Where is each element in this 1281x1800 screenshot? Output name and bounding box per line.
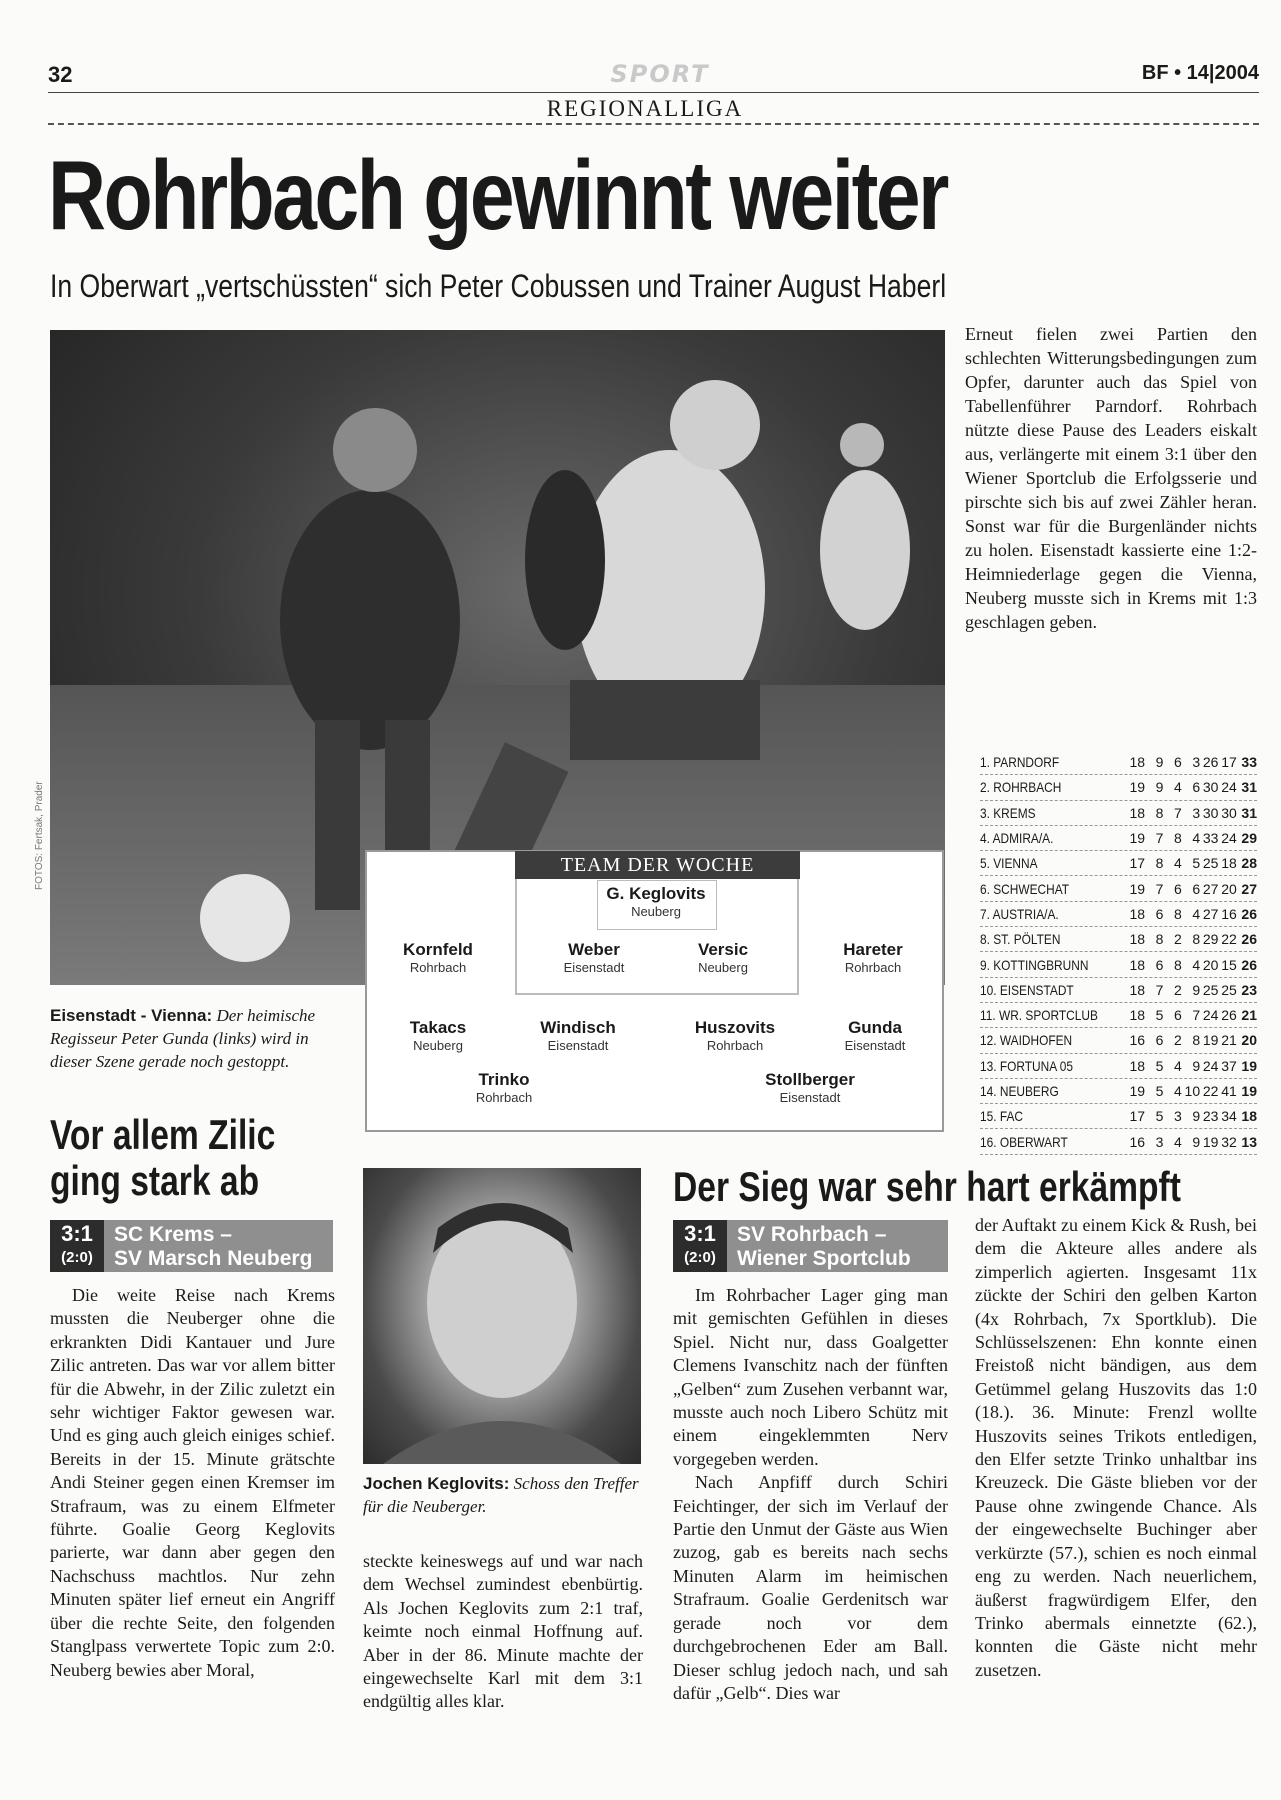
stat: 5 xyxy=(1155,1083,1164,1099)
portrait-photo xyxy=(363,1168,641,1464)
stat: 27 xyxy=(1202,880,1219,897)
photo-credit: FOTOS: Fertsak, Prader xyxy=(34,781,45,890)
portrait-silhouette xyxy=(363,1168,641,1464)
stat: 4 xyxy=(1173,1133,1182,1150)
standings-row xyxy=(980,927,1257,952)
points: 21 xyxy=(1241,1007,1257,1024)
stat: 17 xyxy=(1129,855,1146,872)
final-score: 3:1 xyxy=(61,1221,93,1246)
stat: 7 xyxy=(1155,880,1164,897)
stat: 19 xyxy=(1129,1083,1146,1099)
standings-row xyxy=(980,902,1257,927)
stat: 32 xyxy=(1221,1133,1237,1150)
stat: 4 xyxy=(1173,779,1182,796)
stat: 15 xyxy=(1221,956,1237,973)
team-name: 16. OBERWART xyxy=(980,1133,1068,1150)
stat: 8 xyxy=(1173,905,1182,922)
stat: 8 xyxy=(1192,931,1201,948)
headline: Rohrbach gewinnt weiter xyxy=(48,140,947,250)
points: 19 xyxy=(1241,1057,1257,1074)
stat: 22 xyxy=(1221,931,1237,948)
stat: 24 xyxy=(1221,830,1237,847)
stat: 6 xyxy=(1155,905,1164,922)
player-club: Eisenstadt xyxy=(844,1038,906,1053)
points: 19 xyxy=(1241,1083,1257,1099)
player-name: Weber xyxy=(568,940,620,959)
stat: 3 xyxy=(1192,754,1201,771)
stat: 9 xyxy=(1155,754,1164,771)
dashed-rule xyxy=(48,123,1259,125)
stat: 19 xyxy=(1129,880,1146,897)
stat: 18 xyxy=(1221,855,1237,872)
article-right-title: Der Sieg war sehr hart erkämpft xyxy=(673,1163,1181,1210)
team-name: 3. KREMS xyxy=(980,804,1036,821)
stat: 25 xyxy=(1202,855,1219,872)
standings-row xyxy=(980,1079,1257,1104)
away-team: SV Marsch Neuberg xyxy=(114,1247,313,1270)
publication-issue: BF • 14|2004 xyxy=(1141,62,1259,84)
article-right-paragraph: Im Rohrbacher Lager ging man mit gemischten Gefühlen in dieses Spiel. Nicht nur, dass Goalgetter Clemens Ivanschitz nach der fünften „Gelben“ zum Zusehen verbannt war, musste auch noch Libero Schütz mit einem eingeklemmten Nerv vorgegeben werden. xyxy=(673,1285,948,1469)
stat: 18 xyxy=(1129,1007,1146,1024)
rubric: REGIONALLIGA xyxy=(520,96,770,122)
caption-lead: Eisenstadt - Vienna: xyxy=(50,1006,213,1025)
stat: 7 xyxy=(1155,830,1164,847)
stat: 6 xyxy=(1155,1032,1164,1049)
standings-row xyxy=(980,775,1257,800)
stat: 19 xyxy=(1129,830,1146,847)
standings-row xyxy=(980,851,1257,876)
teams-cell xyxy=(104,1220,333,1272)
stat: 6 xyxy=(1155,956,1164,973)
header-rule xyxy=(48,92,1259,93)
team-name: 1. PARNDORF xyxy=(980,754,1060,771)
points: 27 xyxy=(1241,880,1257,897)
teams-cell xyxy=(727,1220,948,1272)
stat: 30 xyxy=(1202,779,1219,796)
points: 28 xyxy=(1241,855,1257,872)
points: 23 xyxy=(1241,981,1257,998)
stat: 16 xyxy=(1221,905,1237,922)
stat: 18 xyxy=(1129,754,1146,771)
team-name: 13. FORTUNA 05 xyxy=(980,1057,1074,1074)
standings-table xyxy=(980,750,1257,1155)
team-name: 4. ADMIRA/A. xyxy=(980,830,1054,847)
article-left-paragraph: steckte keineswegs auf und war nach dem Wechsel zumindest ebenbürtig. Als Jochen Keglovits zum 2:1 traf, keimte noch einmal Hoffnung auf. Aber in der 86. Minute machte der eingewechselte Karl mit dem 3:1 endgültig alles klar. xyxy=(363,1551,643,1712)
stat: 9 xyxy=(1192,1057,1201,1074)
team-name: 10. EISENSTADT xyxy=(980,981,1074,998)
stat: 4 xyxy=(1173,1083,1182,1099)
home-team: SC Krems – xyxy=(114,1223,232,1246)
stat: 30 xyxy=(1221,804,1237,821)
score-box-left xyxy=(50,1220,333,1272)
article-left-paragraph: Die weite Reise nach Krems mussten die Neuberger ohne die erkrankten Didi Kantauer und Jure Zilic antreten. Das war vor allem bitter für die Abwehr, in der Zilic zuletzt ein sehr wichtiger Faktor gewesen war. Und es ging auch gleich einiges schief. Bereits in der 15. Minute grätschte Andi Steiner gegen einen Kremser im Strafraum, was zu einem Elfmeter führte. Goalie Georg Keglovits parierte, war dann aber gegen den Nachschuss machtlos. Nur zehn Minuten später lief erneut ein Angriff über die rechte Seite, den folgenden Stanglpass verwertete Topic zum 2:0. Neuberg bewies aber Moral, xyxy=(50,1285,335,1680)
stat: 20 xyxy=(1202,956,1219,973)
stat: 9 xyxy=(1192,1108,1201,1125)
stat: 19 xyxy=(1129,779,1146,796)
stat: 5 xyxy=(1155,1108,1164,1125)
stat: 7 xyxy=(1173,804,1182,821)
score-box-right xyxy=(673,1220,948,1272)
portrait-caption-lead: Jochen Keglovits: xyxy=(363,1474,510,1493)
home-team: SV Rohrbach – xyxy=(737,1223,887,1246)
stat: 4 xyxy=(1192,956,1201,973)
standings-row xyxy=(980,1104,1257,1129)
halftime-score: (2:0) xyxy=(684,1249,716,1266)
team-of-week-title: TEAM DER WOCHE xyxy=(515,851,800,879)
stat: 23 xyxy=(1202,1108,1219,1125)
stat: 5 xyxy=(1155,1007,1164,1024)
standings-row xyxy=(980,750,1257,775)
stat: 19 xyxy=(1202,1032,1219,1049)
stat: 34 xyxy=(1221,1108,1237,1125)
section-label: SPORT xyxy=(610,60,710,88)
team-player xyxy=(368,940,508,975)
stat: 26 xyxy=(1221,1007,1237,1024)
article-right-paragraph: der Auftakt zu einem Kick & Rush, bei dem die Akteure alles andere als zimperlich agierten. Insgesamt 11x zückte der Schiri den gelben Karton (4x Rohrbach, 7x Sportklub). Die Schlüsselszenen: Ehn konnte einen Freistoß nicht bändigen, aus dem Getümmel gelang Huszovits das 1:0 (18.). 36. Minute: Frenzl wollte Huszovits seines Trikots entledigen, den Elfer setzte Trinko unhaltbar ins Kreuzeck. Die Gäste blieben vor der Pause ohne zwingende Chance. Als der eingewechselte Buchinger aber verkürzte (57.), schien es noch einmal eng zu werden. Nach neuerlichem, äußerst fragwürdigem Elfer, den Trinko abermals einnetzte (62.), konnten die Gäste nicht mehr zusetzen. xyxy=(975,1215,1257,1680)
team-player xyxy=(805,1018,945,1053)
stat: 18 xyxy=(1129,905,1146,922)
team-player xyxy=(368,1018,508,1053)
stat: 9 xyxy=(1155,779,1164,796)
stat: 16 xyxy=(1129,1133,1146,1150)
standings-row xyxy=(980,1028,1257,1053)
standings-row xyxy=(980,1003,1257,1028)
stat: 5 xyxy=(1192,855,1201,872)
stat: 7 xyxy=(1155,981,1164,998)
score-cell xyxy=(50,1220,104,1272)
points: 29 xyxy=(1241,830,1257,847)
article-left-col1 xyxy=(50,1284,335,1682)
standings-row xyxy=(980,952,1257,977)
team-name: 9. KOTTINGBRUNN xyxy=(980,956,1089,973)
stat: 6 xyxy=(1192,779,1201,796)
stat: 25 xyxy=(1221,981,1237,998)
stat: 26 xyxy=(1202,754,1219,771)
stat: 2 xyxy=(1173,1032,1182,1049)
stat: 18 xyxy=(1129,1057,1146,1074)
stat: 6 xyxy=(1173,880,1182,897)
page-number: 32 xyxy=(48,62,73,87)
stat: 10 xyxy=(1184,1083,1201,1099)
team-player xyxy=(508,1018,648,1053)
article-left-title xyxy=(50,1112,350,1204)
player-club: Rohrbach xyxy=(706,1038,764,1053)
stat: 9 xyxy=(1192,1133,1201,1150)
team-name: 11. WR. SPORTCLUB xyxy=(980,1007,1098,1024)
team-player xyxy=(434,1070,574,1105)
stat: 4 xyxy=(1173,1057,1182,1074)
player-name: Kornfeld xyxy=(403,940,473,959)
article-left-title-line1: Vor allem Zilic xyxy=(50,1111,276,1158)
player-club: Eisenstadt xyxy=(563,960,625,975)
standings-row xyxy=(980,978,1257,1003)
stat: 8 xyxy=(1155,931,1164,948)
standings-row xyxy=(980,1054,1257,1079)
stat: 4 xyxy=(1192,830,1201,847)
stat: 2 xyxy=(1173,981,1182,998)
article-right-col2 xyxy=(975,1214,1257,1682)
stat: 18 xyxy=(1129,981,1146,998)
stat: 18 xyxy=(1129,931,1146,948)
player-club: Neuberg xyxy=(698,960,748,975)
portrait-caption-text: Schoss den Treffer für die Neuberger. xyxy=(363,1474,639,1516)
stat: 41 xyxy=(1221,1083,1237,1099)
team-name: 6. SCHWECHAT xyxy=(980,880,1070,897)
points: 20 xyxy=(1241,1032,1257,1049)
team-player xyxy=(803,940,943,975)
article-right-paragraph: Nach Anpfiff durch Schiri Feichtinger, der sich im Verlauf der Partie den Unmut der Gäste aus Wien zuzog, gab es bereits nach sechs Minuten Alarm im heimischen Strafraum. Goalie Gerdenitsch war gerade noch vor dem durchgebrochenen Eder am Ball. Dieser schlug jedoch nach, und sah dafür „Gelb“. Dies war xyxy=(673,1472,948,1703)
stat: 6 xyxy=(1173,1007,1182,1024)
team-player xyxy=(740,1070,880,1105)
team-player xyxy=(524,940,664,975)
stat: 5 xyxy=(1155,1057,1164,1074)
stat: 8 xyxy=(1155,804,1164,821)
portrait-caption xyxy=(363,1472,643,1518)
stat: 24 xyxy=(1202,1007,1219,1024)
stat: 3 xyxy=(1192,804,1201,821)
stat: 4 xyxy=(1173,855,1182,872)
final-score: 3:1 xyxy=(684,1221,716,1246)
stat: 20 xyxy=(1221,880,1237,897)
points: 18 xyxy=(1241,1108,1257,1125)
player-name: G. Keglovits xyxy=(606,884,706,903)
stat: 25 xyxy=(1202,981,1219,998)
halftime-score: (2:0) xyxy=(61,1249,93,1266)
points: 26 xyxy=(1241,956,1257,973)
standings-row xyxy=(980,1129,1257,1154)
stat: 4 xyxy=(1192,905,1201,922)
caption-text: Der heimische Regisseur Peter Gunda (links) wird in dieser Szene gerade noch gestoppt. xyxy=(50,1006,316,1071)
player-name: Versic xyxy=(697,940,749,959)
team-name: 12. WAIDHOFEN xyxy=(980,1032,1073,1049)
player-club: Rohrbach xyxy=(409,960,467,975)
stat: 3 xyxy=(1155,1133,1164,1150)
player-club: Neuberg xyxy=(413,1038,463,1053)
stat: 22 xyxy=(1202,1083,1219,1099)
standings-row xyxy=(980,801,1257,826)
stat: 3 xyxy=(1173,1108,1182,1125)
player-name: Gunda xyxy=(848,1018,902,1037)
article-left-col2 xyxy=(363,1550,643,1714)
stat: 33 xyxy=(1202,830,1219,847)
team-player xyxy=(653,940,793,975)
stat: 17 xyxy=(1221,754,1237,771)
player-name: Stollberger xyxy=(765,1070,855,1089)
stat: 37 xyxy=(1221,1057,1237,1074)
stat: 19 xyxy=(1202,1133,1219,1150)
article-right-col1 xyxy=(673,1284,948,1705)
stat: 7 xyxy=(1192,1007,1201,1024)
points: 13 xyxy=(1241,1133,1257,1150)
player-club: Neuberg xyxy=(631,904,681,919)
stat: 6 xyxy=(1173,754,1182,771)
player-name: Huszovits xyxy=(694,1018,776,1037)
stat: 2 xyxy=(1173,931,1182,948)
player-club: Rohrbach xyxy=(475,1090,533,1105)
score-cell xyxy=(673,1220,727,1272)
article-left-title-line2: ging stark ab xyxy=(50,1157,260,1204)
stat: 21 xyxy=(1221,1032,1237,1049)
team-name: 14. NEUBERG xyxy=(980,1083,1059,1099)
points: 31 xyxy=(1241,804,1257,821)
points: 26 xyxy=(1241,905,1257,922)
standings-row xyxy=(980,826,1257,851)
stat: 18 xyxy=(1129,804,1146,821)
stat: 27 xyxy=(1202,905,1219,922)
player-name: Hareter xyxy=(843,940,903,959)
team-name: 7. AUSTRIA/A. xyxy=(980,905,1059,922)
player-club: Eisenstadt xyxy=(779,1090,841,1105)
stat: 8 xyxy=(1155,855,1164,872)
team-name: 5. VIENNA xyxy=(980,855,1038,872)
stat: 8 xyxy=(1173,956,1182,973)
stat: 8 xyxy=(1173,830,1182,847)
stat: 30 xyxy=(1202,804,1219,821)
team-player xyxy=(665,1018,805,1053)
intro-text: Erneut fielen zwei Partien den schlechten Witterungsbedingungen zum Opfer, darunter auch das Spiel von Tabellenführer Parndorf. Rohrbach nützte diese Pause des Leaders eiskalt aus, verlängerte mit einem 3:1 über den Wiener Sportclub die Erfolgsserie und pirschte sich bis auf zwei Zähler heran. Sonst war für die Burgenländer nichts zu holen. Eisenstadt kassierte eine 1:2-Heimniederlage gegen die Vienna, Neuberg musste sich in Krems mit 1:3 geschlagen geben. xyxy=(965,324,1257,632)
team-name: 15. FAC xyxy=(980,1108,1024,1125)
player-name: Takacs xyxy=(409,1018,467,1037)
points: 33 xyxy=(1241,754,1257,771)
player-name: Trinko xyxy=(478,1070,530,1089)
stat: 9 xyxy=(1192,981,1201,998)
stat: 24 xyxy=(1202,1057,1219,1074)
standings-row xyxy=(980,876,1257,901)
away-team: Wiener Sportclub xyxy=(737,1247,911,1270)
subheadline: In Oberwart „vertschüssten“ sich Peter Cobussen und Trainer August Haberl xyxy=(50,268,947,304)
points: 31 xyxy=(1241,779,1257,796)
player-name: Windisch xyxy=(540,1018,616,1037)
player-club: Rohrbach xyxy=(844,960,902,975)
stat: 17 xyxy=(1129,1108,1146,1125)
stat: 6 xyxy=(1192,880,1201,897)
team-name: 8. ST. PÖLTEN xyxy=(980,931,1061,948)
team-player xyxy=(586,884,726,919)
team-name: 2. ROHRBACH xyxy=(980,779,1062,796)
player-club: Eisenstadt xyxy=(547,1038,609,1053)
stat: 24 xyxy=(1221,779,1237,796)
stat: 16 xyxy=(1129,1032,1146,1049)
photo-caption xyxy=(50,1004,335,1073)
stat: 18 xyxy=(1129,956,1146,973)
stat: 8 xyxy=(1192,1032,1201,1049)
points: 26 xyxy=(1241,931,1257,948)
stat: 29 xyxy=(1202,931,1219,948)
